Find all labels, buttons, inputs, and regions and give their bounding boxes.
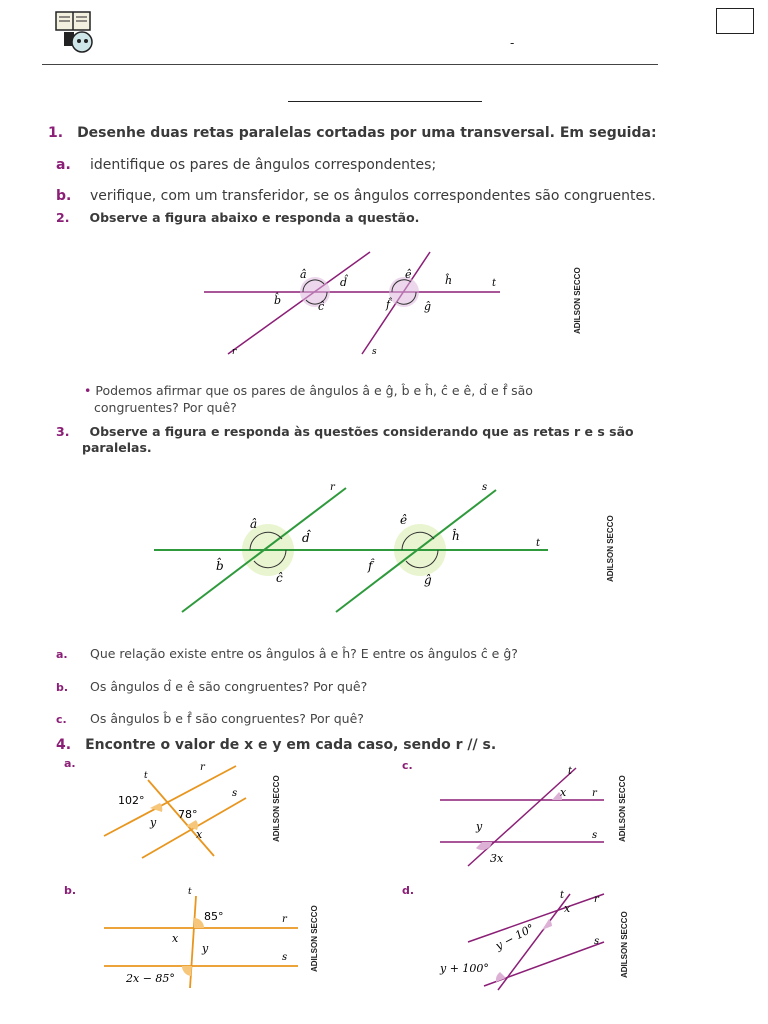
- question-3a: [56, 646, 518, 661]
- label-t: t: [560, 890, 565, 901]
- label-r: r: [200, 762, 205, 773]
- item-4b-letter: b.: [64, 884, 77, 897]
- vertex-highlight: [389, 277, 419, 307]
- label-d: d̂: [340, 276, 348, 289]
- label-s: s: [594, 936, 600, 947]
- label-s: s: [282, 952, 288, 963]
- question-text: Observe a figura e responda às questões considerando que as retas r e s são: [89, 424, 634, 439]
- item-text: identifique os pares de ângulos correspondentes;: [90, 157, 437, 173]
- label-h: ĥ: [445, 274, 453, 287]
- vertex-highlight: [300, 277, 330, 307]
- label-e: ê: [400, 513, 408, 527]
- angle-highlight: [476, 842, 492, 850]
- image-credit: ADILSON SECCO: [310, 905, 319, 972]
- question-number: 3.: [56, 424, 70, 439]
- label-t: t: [568, 766, 573, 777]
- image-credit: ADILSON SECCO: [618, 775, 627, 842]
- item-letter: a.: [56, 648, 68, 661]
- line-t: [468, 768, 576, 866]
- label-y: y: [202, 942, 209, 955]
- question-3c: [56, 711, 364, 726]
- question-text: Desenhe duas retas paralelas cortadas por uma transversal. Em seguida:: [77, 125, 657, 141]
- label-y-100: y + 100°: [440, 962, 489, 975]
- line-r: [228, 252, 370, 354]
- label-b: b̂: [274, 294, 282, 307]
- item-text: Os ângulos d̂ e ê são congruentes? Por quê?: [90, 679, 368, 694]
- label-s: s: [232, 788, 238, 799]
- label-g: ĝ: [424, 300, 432, 313]
- item-letter: b.: [56, 681, 69, 694]
- prompt-line-2: congruentes? Por quê?: [94, 400, 237, 415]
- item-letter: a.: [56, 157, 71, 173]
- label-a: â: [300, 268, 307, 281]
- label-r: r: [330, 482, 335, 493]
- label-78: 78°: [178, 808, 198, 821]
- label-c: ĉ: [276, 571, 283, 585]
- label-y-10: y − 10°: [493, 921, 537, 953]
- item-4d-letter: d.: [402, 884, 415, 897]
- label-r: r: [594, 894, 599, 905]
- label-x: x: [564, 902, 571, 915]
- question-3: [56, 424, 656, 456]
- question-number: 1.: [48, 125, 64, 141]
- item-letter: b.: [56, 188, 72, 204]
- question-number: 2.: [56, 210, 70, 225]
- figure-4c: [438, 760, 608, 868]
- question-1a: [56, 157, 436, 173]
- label-y: y: [476, 820, 483, 833]
- image-credit: ADILSON SECCO: [573, 267, 582, 334]
- label-t: t: [144, 771, 148, 781]
- question-3b: [56, 679, 367, 694]
- grade-box: [716, 8, 754, 34]
- question-text: Encontre o valor de x e y em cada caso, sendo r // s.: [85, 737, 497, 753]
- label-a: â: [250, 517, 258, 531]
- question-2: [56, 210, 419, 225]
- header-dash: -: [510, 36, 515, 50]
- item-text: Os ângulos b̂ e f̂ são congruentes? Por quê?: [90, 711, 364, 726]
- label-r: r: [282, 914, 287, 925]
- item-text: Que relação existe entre os ângulos â e ĥ? E entre os ângulos ĉ e ĝ?: [90, 646, 518, 661]
- label-r: r: [232, 347, 237, 357]
- question-1: [48, 125, 657, 141]
- label-x: x: [196, 828, 203, 841]
- image-credit: ADILSON SECCO: [606, 515, 615, 582]
- label-2x-85: 2x − 85°: [126, 972, 175, 985]
- label-t: t: [492, 278, 497, 289]
- figure-4d: [438, 886, 610, 994]
- label-x: x: [560, 786, 567, 799]
- label-85: 85°: [204, 910, 224, 923]
- label-h: ĥ: [452, 529, 460, 543]
- label-d: d̂: [302, 531, 310, 545]
- question-text-continued: paralelas.: [82, 440, 152, 455]
- angle-highlight: [194, 918, 204, 928]
- label-s: s: [482, 482, 488, 493]
- question-2-prompt: • Podemos afirmar que os pares de ângulos â e ĝ, b̂ e ĥ, ĉ e ê, d̂ e f̂ são congruentes? Por quê?: [84, 383, 533, 415]
- figure-4b: [100, 886, 306, 990]
- label-f: f̂: [368, 559, 373, 573]
- question-text: Observe a figura abaixo e responda a questão.: [89, 210, 420, 225]
- label-t: t: [536, 538, 541, 549]
- question-number: 4.: [56, 737, 72, 753]
- item-4c-letter: c.: [402, 759, 413, 772]
- line-r: [468, 894, 604, 942]
- label-g: ĝ: [424, 573, 432, 587]
- label-e: ê: [405, 268, 412, 281]
- label-s: s: [372, 347, 377, 357]
- label-f: f̂: [386, 298, 391, 311]
- figure-2-parallel-lines: [200, 240, 520, 360]
- item-letter: c.: [56, 713, 67, 726]
- book-logo-icon: [50, 10, 100, 54]
- label-x: x: [172, 932, 179, 945]
- header-divider: [42, 64, 658, 65]
- figure-4a: [96, 760, 276, 860]
- figure-3-parallel-lines: [150, 478, 560, 618]
- angle-highlight: [182, 966, 192, 976]
- label-s: s: [592, 830, 598, 841]
- image-credit: ADILSON SECCO: [272, 775, 281, 842]
- prompt-line-1: Podemos afirmar que os pares de ângulos â e ĝ, b̂ e ĥ, ĉ e ê, d̂ e f̂ são: [95, 383, 533, 398]
- label-t: t: [188, 887, 192, 897]
- label-b: b̂: [216, 559, 224, 573]
- label-y: y: [150, 816, 157, 829]
- image-credit: ADILSON SECCO: [620, 911, 629, 978]
- label-3x: 3x: [490, 852, 504, 865]
- label-r: r: [592, 788, 597, 799]
- item-text: verifique, com um transferidor, se os ângulos correspondentes são congruentes.: [90, 188, 656, 204]
- question-4: [56, 737, 496, 753]
- question-1b: [56, 188, 656, 204]
- label-102: 102°: [118, 794, 145, 807]
- label-c: ĉ: [318, 300, 325, 313]
- title-line: [288, 101, 482, 102]
- item-4a-letter: a.: [64, 757, 76, 770]
